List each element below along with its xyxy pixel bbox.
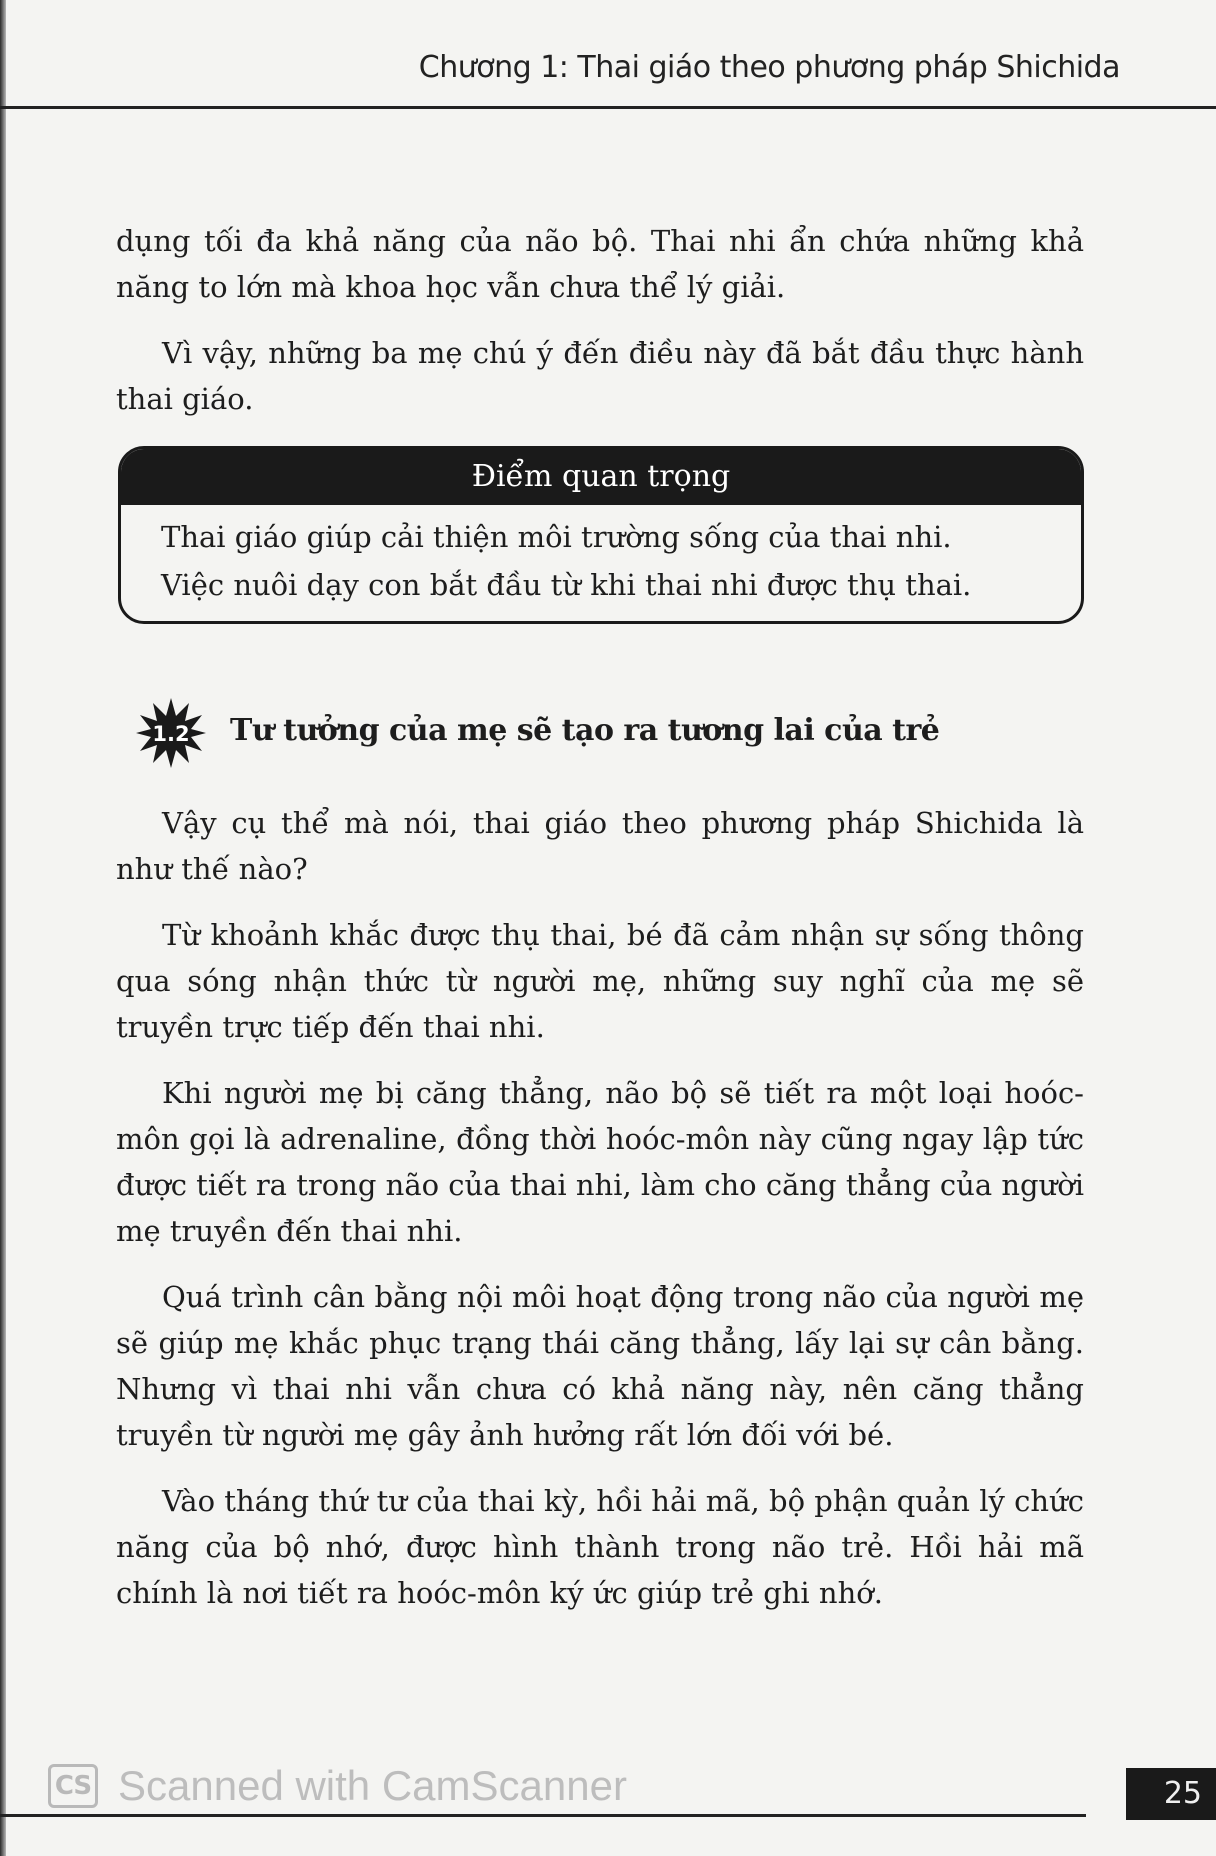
- section-title: Tư tưởng của mẹ sẽ tạo ra tương lai của trẻ: [230, 713, 940, 748]
- scanner-watermark-text: Scanned with CamScanner: [118, 1762, 627, 1809]
- intro-paragraph-2: Vì vậy, những ba mẹ chú ý đến điều này đã bắt đầu thực hành thai giáo.: [116, 336, 1084, 416]
- key-point-box: [118, 446, 1084, 624]
- key-point-line-2: Việc nuôi dạy con bắt đầu từ khi thai nhi được thụ thai.: [161, 568, 972, 602]
- page-number: 25: [1126, 1768, 1216, 1820]
- body-paragraph-5: Vào tháng thứ tư của thai kỳ, hồi hải mã, bộ phận quản lý chức năng của bộ nhớ, được hình thành trong não trẻ. Hồi hải mã chính là nơi tiết ra hoóc-môn ký ức giúp trẻ ghi nhớ.: [116, 1484, 1084, 1610]
- key-point-title: Điểm quan trọng: [121, 449, 1081, 505]
- running-header: Chương 1: Thai giáo theo phương pháp Shichida: [418, 50, 1120, 85]
- section-number: 1.2: [152, 722, 190, 746]
- body-paragraph-2: Từ khoảnh khắc được thụ thai, bé đã cảm nhận sự sống thông qua sóng nhận thức từ người mẹ, những suy nghĩ của mẹ sẽ truyền trực tiếp đến thai nhi.: [116, 918, 1084, 1044]
- footer-rule: [0, 1814, 1086, 1817]
- body-paragraph-1: Vậy cụ thể mà nói, thai giáo theo phương pháp Shichida là như thế nào?: [116, 806, 1084, 886]
- intro-paragraph-1: dụng tối đa khả năng của não bộ. Thai nhi ẩn chứa những khả năng to lớn mà khoa học vẫn chưa thể lý giải.: [116, 224, 1084, 304]
- key-point-body: [121, 505, 1081, 621]
- body-paragraph-4: Quá trình cân bằng nội môi hoạt động trong não của người mẹ sẽ giúp mẹ khắc phục trạng thái căng thẳng, lấy lại sự cân bằng. Nhưng vì thai nhi vẫn chưa có khả năng này, nên căng thẳng truyền từ người mẹ gây ảnh hưởng rất lớn đối với bé.: [116, 1280, 1084, 1452]
- page-binding-edge: [0, 0, 6, 1856]
- body-paragraph-3: Khi người mẹ bị căng thẳng, não bộ sẽ tiết ra một loại hoóc-môn gọi là adrenaline, đồng thời hoóc-môn này cũng ngay lập tức được tiết ra trong não của thai nhi, làm cho căng thẳng của người mẹ truyền đến thai nhi.: [116, 1076, 1084, 1248]
- page-content: [116, 218, 1084, 1636]
- scanner-watermark: [48, 1760, 627, 1812]
- section-heading: [116, 698, 1084, 768]
- key-point-line-1: Thai giáo giúp cải thiện môi trường sống của thai nhi.: [161, 520, 952, 554]
- sunburst-badge-icon: [136, 698, 206, 768]
- camscanner-logo-icon: CS: [48, 1764, 98, 1808]
- header-rule: [0, 106, 1216, 109]
